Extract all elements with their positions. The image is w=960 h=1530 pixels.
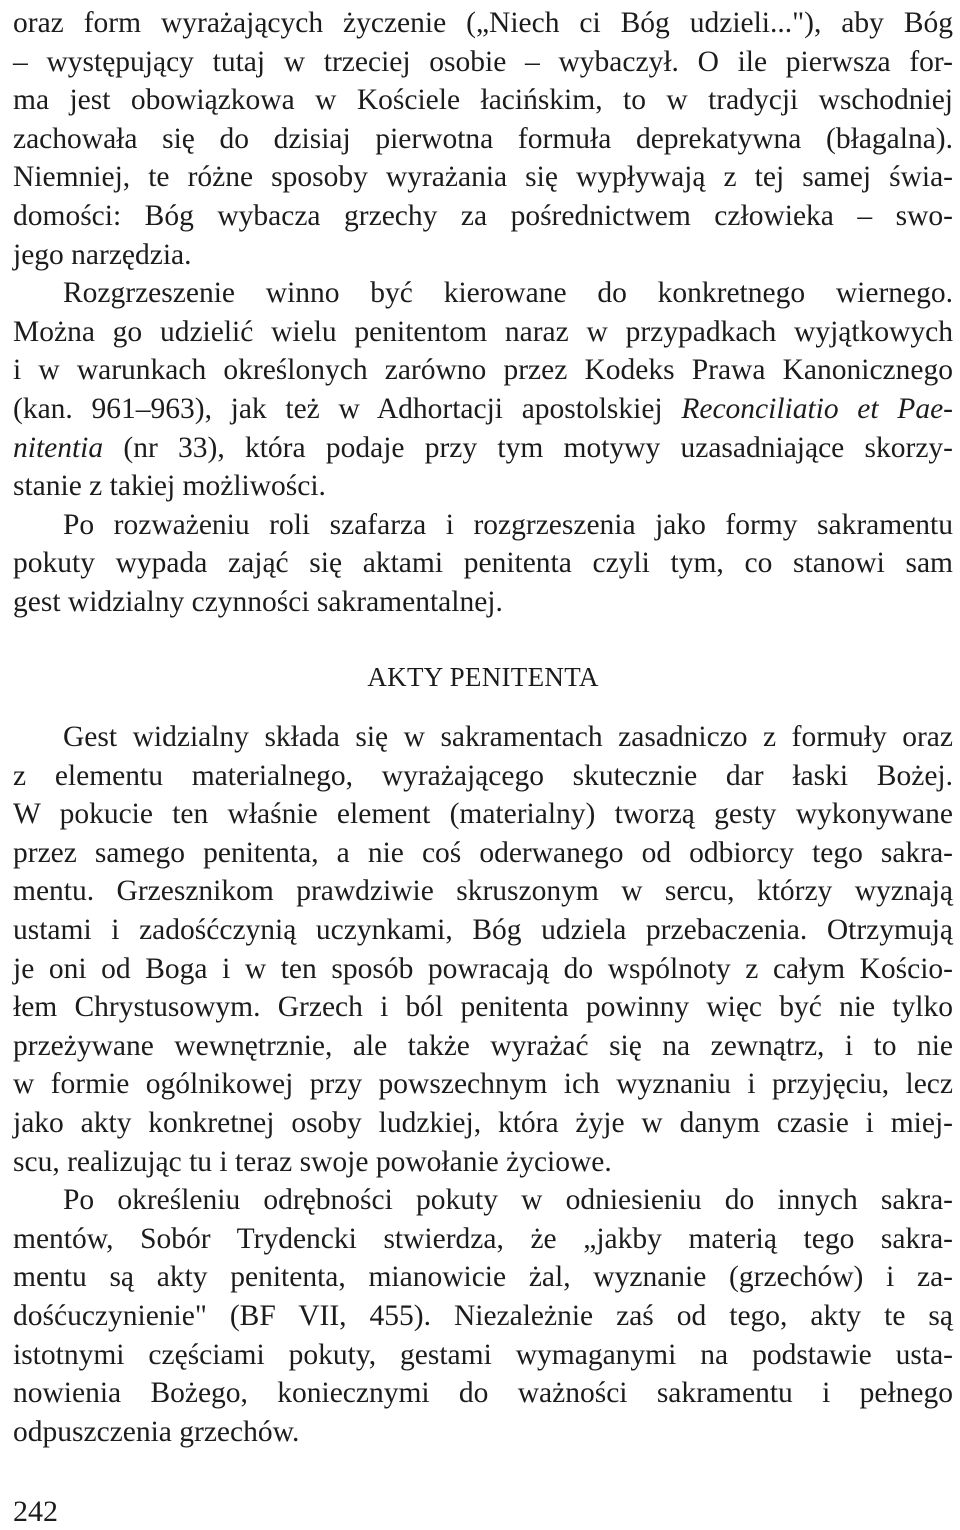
text-line: jako akty konkretnej osoby ludzkiej, która żyje w danym czasie i miej-	[13, 1107, 953, 1140]
text-line: odpuszczenia grzechów.	[13, 1415, 300, 1448]
text-line: zachowała się do dzisiaj pierwotna formuła deprekatywna (błagalna).	[13, 122, 953, 155]
text-line: mentu są akty penitenta, mianowicie żal, wyznanie (grzechów) i za-	[13, 1261, 953, 1294]
paragraph-2	[13, 274, 953, 506]
section-heading: AKTY PENITENTA	[367, 661, 599, 692]
book-page	[13, 0, 953, 1451]
text-run: (nr 33), która podaje przy tym motywy uzasadniające skorzy-	[103, 431, 953, 464]
paragraph-1	[13, 4, 953, 274]
text-line: w formie ogólnikowej przy powszechnym ich wyznaniu i przyjęciu, lecz	[13, 1068, 953, 1101]
text-line	[13, 390, 953, 429]
text-line: Po określeniu odrębności pokuty w odniesieniu do innych sakra-	[63, 1184, 953, 1217]
text-line: ma jest obowiązkowa w Kościele łacińskim, to w tradycji wschodniej	[13, 84, 953, 117]
text-line: istotnymi częściami pokuty, gestami wymaganymi na podstawie usta-	[13, 1338, 953, 1371]
text-line: gest widzialny czynności sakramentalnej.	[13, 585, 503, 618]
text-line: W pokucie ten właśnie element (materialny) tworzą gesty wykonywane	[13, 798, 953, 831]
text-line: nowienia Bożego, koniecznymi do ważności sakramentu i pełnego	[13, 1377, 953, 1410]
paragraph-3	[13, 506, 953, 622]
text-line: stanie z takiej możliwości.	[13, 470, 326, 503]
text-line: przeżywane wewnętrznie, ale także wyrażać się na zewnątrz, i to nie	[13, 1029, 953, 1062]
text-line	[13, 429, 953, 468]
text-line: Po rozważeniu roli szafarza i rozgrzeszenia jako formy sakramentu	[63, 508, 953, 541]
page-number: 242	[13, 1495, 58, 1528]
text-line: scu, realizując tu i teraz swoje powołanie życiowe.	[13, 1145, 612, 1178]
text-line: Można go udzielić wielu penitentom naraz w przypadkach wyjątkowych	[13, 315, 953, 348]
text-line: Rozgrzeszenie winno być kierowane do konkretnego wiernego.	[63, 277, 953, 310]
paragraph-5	[13, 1181, 953, 1451]
text-line: mentu. Grzesznikom prawdziwie skruszonym w sercu, którzy wyznają	[13, 875, 953, 908]
text-line: je oni od Boga i w ten sposób powracają do wspólnoty z całym Kościo-	[13, 952, 953, 985]
text-line: ustami i zadośćczynią uczynkami, Bóg udziela przebaczenia. Otrzymują	[13, 914, 953, 947]
italic-title-run: nitentia	[13, 431, 104, 464]
text-line: – występujący tutaj w trzeciej osobie – wybaczył. O ile pierwsza for-	[13, 45, 953, 78]
text-line: Niemniej, te różne sposoby wyrażania się wypływają z tej samej świa-	[13, 161, 953, 194]
text-line: dośćuczynienie" (BF VII, 455). Niezależnie zaś od tego, akty te są	[13, 1300, 953, 1332]
italic-title-run: Reconciliatio et Pae-	[681, 392, 953, 425]
text-line: z elementu materialnego, wyrażającego skutecznie dar łaski Bożej.	[13, 759, 953, 792]
paragraph-4	[13, 718, 953, 1181]
text-line: łem Chrystusowym. Grzech i ból penitenta powinny więc być nie tylko	[13, 991, 953, 1024]
text-line: przez samego penitenta, a nie coś oderwanego od odbiorcy tego sakra-	[13, 836, 953, 869]
text-line: i w warunkach określonych zarówno przez Kodeks Prawa Kanonicznego	[13, 354, 953, 387]
text-line: oraz form wyrażających życzenie („Niech ci Bóg udzieli..."), aby Bóg	[13, 7, 953, 39]
text-line: mentów, Sobór Trydencki stwierdza, że „jakby materią tego sakra-	[13, 1222, 953, 1255]
text-line: Gest widzialny składa się w sakramentach zasadniczo z formuły oraz	[63, 721, 953, 754]
text-run: (kan. 961–963), jak też w Adhortacji apostolskiej	[13, 392, 682, 425]
text-line: jego narzędzia.	[13, 238, 192, 271]
text-line: pokuty wypada zająć się aktami penitenta czyli tym, co stanowi sam	[13, 547, 953, 580]
text-line: domości: Bóg wybacza grzechy za pośrednictwem człowieka – swo-	[13, 199, 953, 232]
